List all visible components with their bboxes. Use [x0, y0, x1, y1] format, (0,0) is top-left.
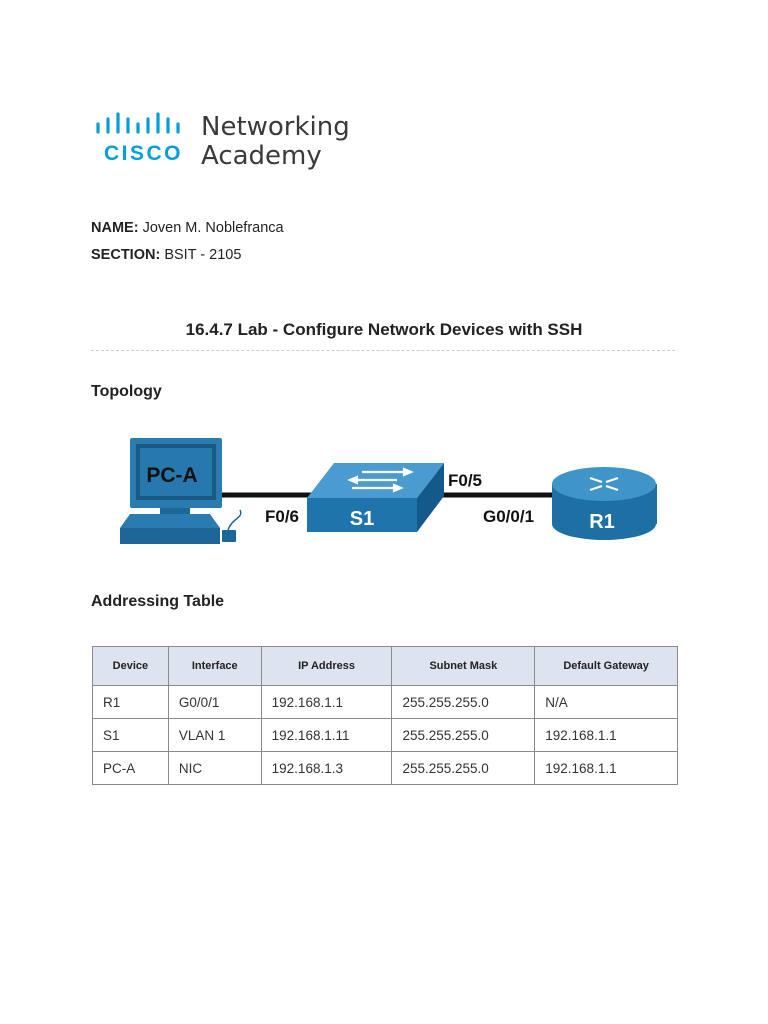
cisco-networking-academy-logo — [95, 112, 350, 172]
cell-device: PC-A — [93, 752, 169, 785]
addressing-table — [92, 646, 678, 785]
cisco-bars-icon — [95, 112, 190, 140]
cell-default-gateway: N/A — [535, 686, 678, 719]
header-ip-address: IP Address — [261, 647, 392, 686]
cell-ip-address: 192.168.1.1 — [261, 686, 392, 719]
port-label-pc: F0/6 — [265, 507, 300, 526]
cell-device: R1 — [93, 686, 169, 719]
header-subnet-mask: Subnet Mask — [392, 647, 535, 686]
cell-interface: VLAN 1 — [168, 719, 261, 752]
cisco-wordmark: CISCO — [104, 142, 184, 165]
header-default-gateway: Default Gateway — [535, 647, 678, 686]
cell-device: S1 — [93, 719, 169, 752]
lab-title: 16.4.7 Lab - Configure Network Devices with SSH — [185, 320, 583, 339]
header-interface: Interface — [168, 647, 261, 686]
section-value: BSIT - 2105 — [164, 247, 242, 263]
topology-diagram — [112, 432, 672, 552]
cell-interface: G0/0/1 — [168, 686, 261, 719]
section-label: SECTION: — [91, 247, 161, 263]
cell-subnet-mask: 255.255.255.0 — [392, 752, 535, 785]
pc-label: PC-A — [146, 464, 198, 487]
topology-heading: Topology — [91, 383, 162, 400]
cell-subnet-mask: 255.255.255.0 — [392, 719, 535, 752]
port-label-router: G0/0/1 — [483, 507, 535, 526]
addressing-table-heading: Addressing Table — [91, 593, 225, 610]
name-value: Joven M. Noblefranca — [142, 220, 284, 236]
student-name-line — [91, 220, 284, 236]
port-label-switch: F0/5 — [448, 471, 483, 490]
cell-ip-address: 192.168.1.11 — [261, 719, 392, 752]
student-section-line — [91, 247, 241, 263]
logo-line-academy: Academy — [201, 141, 322, 171]
switch-label: S1 — [349, 508, 375, 530]
cell-default-gateway: 192.168.1.1 — [535, 719, 678, 752]
table-row — [93, 686, 678, 719]
table-header-row — [93, 647, 678, 686]
logo-line-networking: Networking — [201, 112, 350, 142]
title-divider — [91, 350, 675, 351]
table-row — [93, 719, 678, 752]
router-label: R1 — [589, 511, 615, 533]
cell-interface: NIC — [168, 752, 261, 785]
cell-subnet-mask: 255.255.255.0 — [392, 686, 535, 719]
table-row — [93, 752, 678, 785]
cell-default-gateway: 192.168.1.1 — [535, 752, 678, 785]
pc-icon — [120, 438, 241, 544]
header-device: Device — [93, 647, 169, 686]
cell-ip-address: 192.168.1.3 — [261, 752, 392, 785]
name-label: NAME: — [91, 220, 139, 236]
switch-icon — [307, 463, 444, 532]
